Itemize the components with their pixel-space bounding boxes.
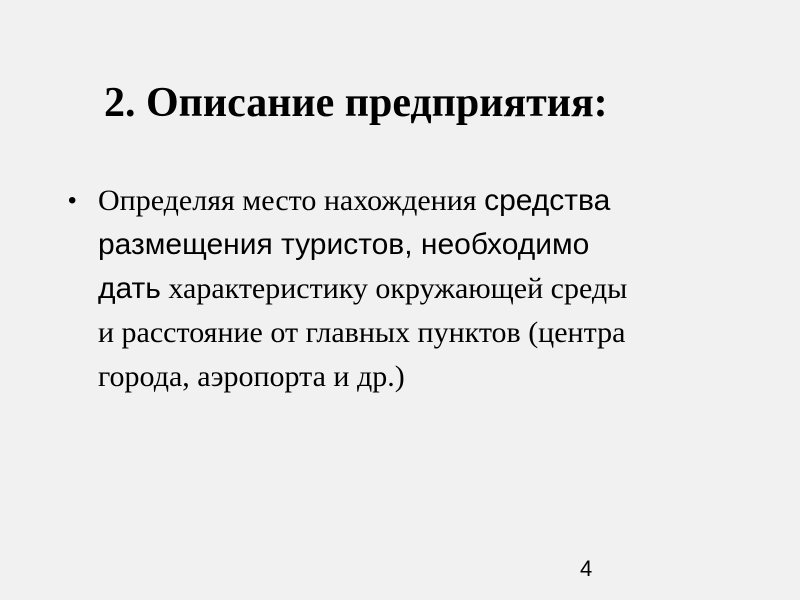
bullet-text-segment: характеристику окружающей среды bbox=[160, 272, 628, 305]
bullet-item bbox=[68, 179, 748, 399]
bullet-line-5: города, аэропорта и др.) bbox=[98, 360, 405, 393]
bullet-text-segment: средства bbox=[484, 184, 611, 217]
slide-title: 2. Описание предприятия: bbox=[104, 80, 608, 126]
bullet-text-segment: дать bbox=[98, 272, 161, 305]
bullet-line-2: размещения туристов, необходимо bbox=[98, 228, 590, 261]
bullet-list bbox=[68, 179, 748, 399]
bullet-marker: • bbox=[68, 187, 77, 214]
bullet-text-segment: Определяя место нахождения bbox=[98, 184, 485, 217]
bullet-line-4: и расстояние от главных пунктов (центра bbox=[98, 316, 626, 349]
bullet-line-3 bbox=[98, 267, 748, 311]
slide-number: 4 bbox=[580, 556, 593, 581]
bullet-line-1 bbox=[98, 179, 748, 223]
